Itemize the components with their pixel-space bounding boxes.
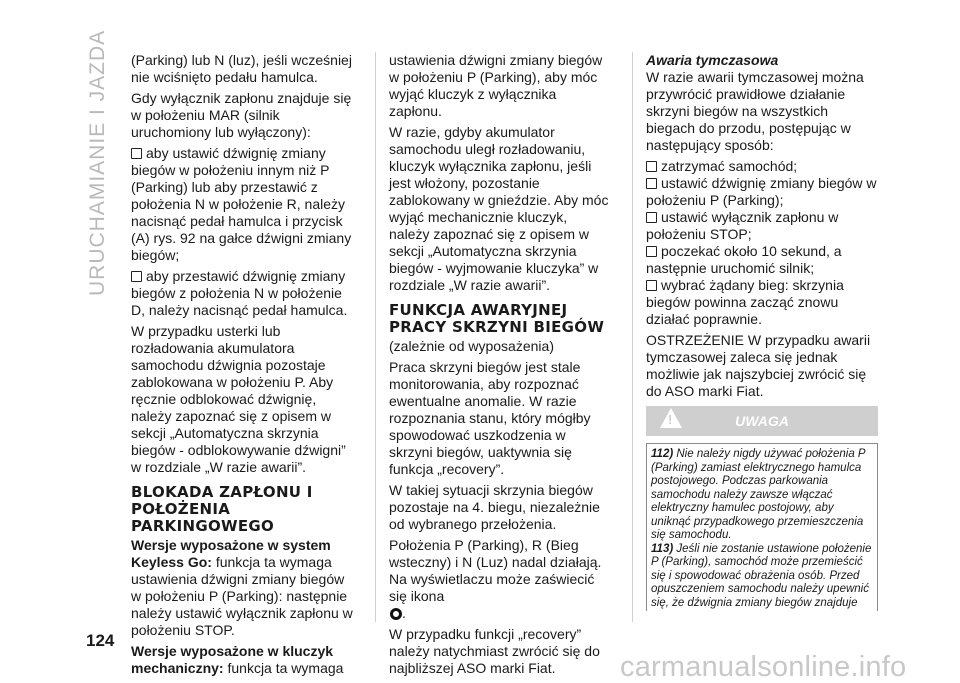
chapter-title-text: URUCHAMIANIE I JAZDA (86, 29, 109, 296)
note-number: 113) (651, 542, 674, 555)
bullet-item: ustawić dźwignię zmiany biegów w położeniu P (Parking); (646, 175, 877, 208)
section-heading: FUNKCJA AWARYJNEJ PRACY SKRZYNI BIEGÓW (389, 301, 605, 336)
paragraph: (Parking) lub N (luz), jeśli wcześniej nie wciśnięto pedału hamulca. (131, 52, 352, 85)
paragraph-text: funkcja ta wymaga ustawienia dźwigni zmiany biegów w położeniu P (Parking): następnie należy ustawić wyłącznik zapłonu w położeniu STOP. (131, 554, 353, 638)
bullet-item: poczekać około 10 sekund, a następnie uruchomić silnik; (646, 243, 878, 277)
page-number: 124 (86, 631, 115, 650)
paragraph: W przypadku usterki lub rozładowania akumulatora samochodu dźwignia pozostaje zablokowana w położeniu P. Aby ręcznie odblokować dźwignię, należy zapoznać się z opisem w sekcji „Automatyczna skrzynia biegów - odblokowywanie dźwigni” w rozdziale „W razie awarii”. (131, 323, 346, 475)
bullet-item: aby ustawić dźwignię zmiany biegów w położeniu innym niż P (Parking) lub aby przestawić z położenia N w położenie R, należy nacisnąć pedał hamulca i przycisk (A) rys. 92 na gałce dźwigni zmiany biegów; (131, 145, 352, 263)
paragraph: Gdy wyłącznik zapłonu znajduje się w położeniu MAR (silnik uruchomiony lub wyłączony): (131, 90, 352, 140)
paragraph: (zależnie od wyposażenia) (389, 338, 554, 354)
paragraph: Praca skrzyni biegów jest stale monitorowania, aby rozpoznać ewentualne anomalie. W razie rozpoznania stanu, który mógłby spowodować uszkodzenia w skrzyni biegów, uaktywnia się funkcja „recovery”. (389, 359, 591, 477)
warning-note (651, 448, 873, 543)
warning-title: UWAGA (735, 413, 789, 429)
warning-triangle-icon (660, 408, 682, 428)
subheading: Wersje wyposażone w system Keyless Go: (131, 537, 331, 570)
paragraph: W takiej sytuacji skrzynia biegów pozostaje na 4. biegu, niezależnie od wybranego przełożenia. (389, 482, 600, 532)
paragraph-text: funkcja ta wymaga (223, 660, 344, 676)
gearbox-warning-icon (390, 608, 402, 620)
warning-note (651, 543, 873, 611)
note-text: Jeśli nie zostanie ustawione położenie P (Parking), samochód może przemieścić się i spowodować obrażenia osób. Przed opuszczeniem samochodu należy upewnić się, że dźwignia zmiany biegów znajduje (651, 542, 872, 609)
paragraph: OSTRZEŻENIE W przypadku awarii tymczasowej zaleca się jednak możliwie jak najszybciej zwrócić się do ASO marki Fiat. (646, 332, 871, 399)
paragraph: ustawienia dźwigni zmiany biegów w położeniu P (Parking), aby móc wyjąć kluczyk z wyłącznika zapłonu. (389, 52, 603, 119)
note-text: Nie należy nigdy używać położenia P (Parking) zamiast elektrycznego hamulca postojowego. Podczas parkowania samochodu należy zawsze włączać elektryczny hamulec postojowy, aby uniknąć przypadkowego przemieszczenia się samochodu. (651, 448, 866, 541)
column-divider (375, 52, 376, 622)
bullet-item: ustawić wyłącznik zapłonu w położeniu STOP; (646, 209, 878, 243)
paragraph (131, 537, 353, 639)
watermark: carmanualsonline.info (620, 651, 907, 683)
column-2 (389, 52, 611, 681)
bullet-item: aby przestawić dźwignię zmiany biegów z położenia N w położenie D, należy nacisnąć pedał hamulca. (131, 268, 353, 319)
paragraph: W razie, gdyby akumulator samochodu uległ rozładowaniu, kluczyk wyłącznika zapłonu, jeśli jest włożony, pozostanie zablokowany w gnieździe. Aby móc wyjąć mechanicznie kluczyk, należy zapoznać się z opisem w sekcji „Automatyczna skrzynia biegów - wyjmowanie kluczyka” w rozdziale „W razie awarii”. (389, 124, 609, 293)
note-number: 112) (651, 448, 674, 460)
bullet-item: wybrać żądany bieg: skrzynia biegów powinna zacząć znowu działać poprawnie. (646, 277, 878, 328)
column-divider (632, 52, 633, 622)
paragraph (131, 643, 353, 677)
subheading: Wersje wyposażone w kluczyk mechaniczny: (131, 643, 334, 676)
paragraph-text: Położenia P (Parking), R (Bieg wsteczny) i N (Luz) nadal działają. Na wyświetlaczu może zaświecić się ikona (389, 537, 602, 604)
warning-notes (646, 443, 878, 611)
section-heading: BLOKADA ZAPŁONU I POŁOŻENIA PARKINGOWEGO (131, 483, 313, 535)
paragraph: W razie awarii tymczasowej można przywrócić prawidłowe działanie skrzyni biegów na wszystkich biegach do przodu, postępując w następujący sposób: (646, 69, 864, 153)
paragraph: W przypadku funkcji „recovery” należy natychmiast zwrócić się do najbliższej ASO marki Fiat. (389, 626, 600, 676)
subheading: Awaria tymczasowa (646, 52, 779, 68)
paragraph: Położenia P (Parking), R (Bieg wsteczny) i N (Luz) nadal działają. Na wyświetlaczu może zaświecić się ikona . (389, 537, 602, 621)
bullet-item: zatrzymać samochód; (646, 158, 878, 175)
column-1 (131, 52, 353, 681)
chapter-side-title (78, 29, 118, 304)
column-3 (646, 52, 878, 404)
